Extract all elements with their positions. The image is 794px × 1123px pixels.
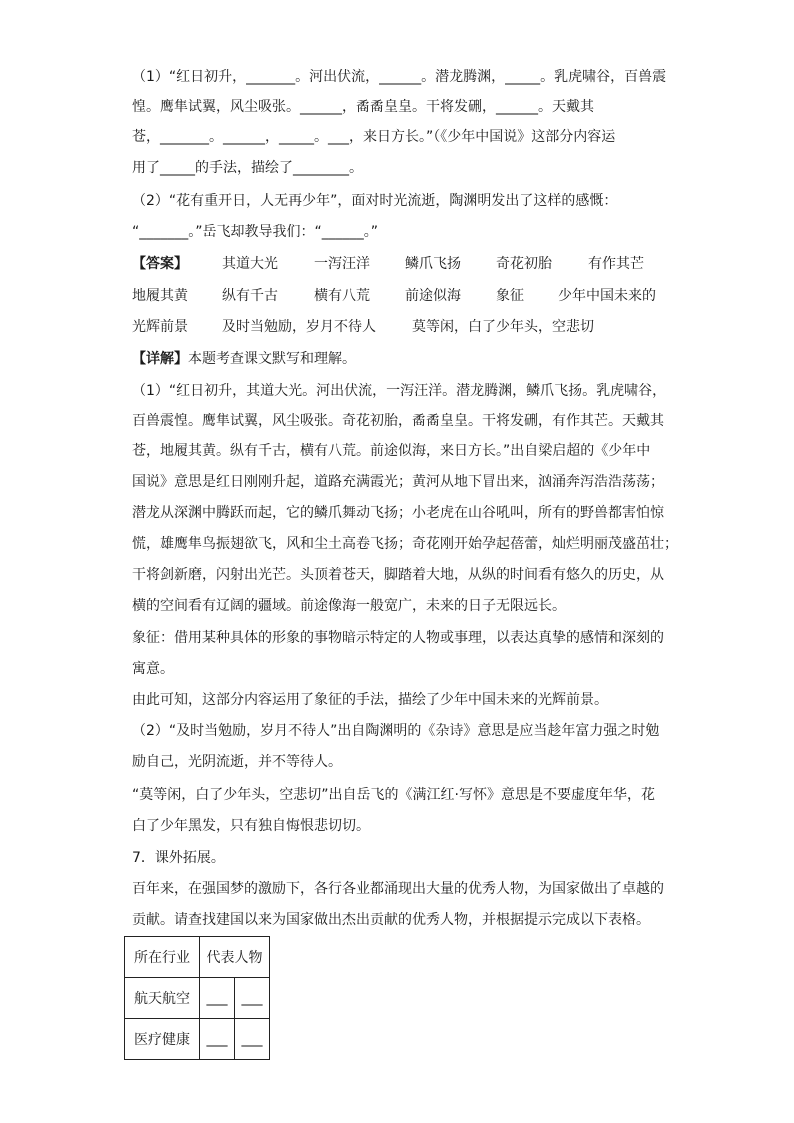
answer-item: 光辉前景: [132, 319, 188, 335]
blank-cell: ___: [200, 1019, 235, 1060]
industry-table: [124, 936, 270, 1060]
detail-line: 苍，地履其黄。纵有千古，横有八荒。前途似海，来日方长。”出自梁启超的《少年中: [132, 443, 651, 459]
table-header-row: [125, 937, 270, 978]
answer-item: 前途似海: [405, 288, 461, 304]
detail-line: 横的空间看有辽阔的疆域。前途像海一般宽广，未来的日子无限远长。: [132, 598, 566, 614]
detail-line: 慌，雄鹰隼鸟振翅欲飞，风和尘土高卷飞扬；奇花刚开始孕起蓓蕾，灿烂明丽茂盛茁壮；: [132, 536, 678, 552]
blank-cell: ___: [235, 1019, 270, 1060]
q7-text-line: 百年来，在强国梦的激励下，各行各业都涌现出大量的优秀人物，为国家做出了卓越的: [132, 881, 664, 897]
detail-line: 寓意。: [132, 661, 174, 677]
q7-text-line: 贡献。请查找建国以来为国家做出杰出贡献的优秀人物，并根据提示完成以下表格。: [132, 912, 650, 928]
table-row: [125, 978, 270, 1019]
industry-cell: 航天航空: [125, 978, 200, 1019]
q6-text-line: （1）“红日初升，_______。河出伏流，______。潜龙腾渊，_____。乳虎啸谷，百兽震: [132, 69, 667, 85]
detail-line: 白了少年黑发，只有独自悔恨悲切切。: [132, 818, 370, 834]
q7-title: 7．课外拓展。: [132, 850, 225, 866]
answer-item: 一泻汪洋: [314, 256, 370, 272]
industry-cell: 医疗健康: [125, 1019, 200, 1060]
detail-line: 国说》意思是红日刚刚升起，道路充满霞光；黄河从地下冒出来，汹涌奔泻浩浩荡荡；: [132, 474, 664, 490]
detail-intro: 本题考查课文默写和理解。: [188, 351, 356, 367]
q6-text-line: 苍，_______。______，_____。___，来日方长。”（《少年中国说》这部分内容运: [132, 129, 616, 145]
detail-line: 干将剑新磨，闪射出光芒。头顶着苍天，脚踏着大地，从纵的时间看有悠久的历史，从: [132, 567, 664, 583]
detail-line: 象征：借用某种具体的形象的事物暗示特定的人物或事理，以表达真挚的感情和深刻的: [132, 630, 664, 646]
table-header-cell: 代表人物: [200, 937, 270, 978]
answer-item: 横有八荒: [314, 288, 370, 304]
answer-item: 鳞爪飞扬: [405, 256, 461, 272]
detail-line: 潜龙从深渊中腾跃而起，它的鳞爪舞动飞扬；小老虎在山谷吼叫，所有的野兽都害怕惊: [132, 505, 664, 521]
detail-line: （2）“及时当勉励，岁月不待人”出自陶渊明的《杂诗》意思是应当趁年富力强之时勉: [132, 723, 660, 739]
q6-text-line: “_______。”岳飞却教导我们：“______。”: [132, 224, 379, 240]
detail-line: 由此可知，这部分内容运用了象征的手法，描绘了少年中国未来的光辉前景。: [132, 692, 608, 708]
answer-item: 纵有千古: [222, 288, 278, 304]
detail-label: 【详解】: [132, 351, 188, 367]
answer-item: 莫等闲，白了少年头，空悲切: [412, 319, 594, 335]
q6-text-line: 用了_____的手法，描绘了________。: [132, 160, 363, 176]
answer-item: 奇花初胎: [496, 256, 552, 272]
blank-cell: ___: [200, 978, 235, 1019]
answer-item: 有作其芒: [588, 256, 644, 272]
table-header-cell: 所在行业: [125, 937, 200, 978]
detail-heading: [132, 349, 356, 369]
detail-line: 励自己，光阴流逝，并不等待人。: [132, 754, 342, 770]
q6-text-line: （2）“花有重开日，人无再少年”，面对时光流逝，陶渊明发出了这样的感慨：: [132, 193, 618, 209]
detail-line: “莫等闲，白了少年头，空悲切”出自岳飞的《满江红·写怀》意思是不要虚度年华，花: [132, 787, 655, 803]
blank-cell: ___: [235, 978, 270, 1019]
detail-line: 百兽震惶。鹰隼试翼，风尘吸张。奇花初胎，矞矞皇皇。干将发硎，有作其芒。天戴其: [132, 413, 664, 429]
answer-label: 【答案】: [132, 256, 188, 272]
answer-item: 少年中国未来的: [558, 288, 656, 304]
answer-item: 及时当勉励，岁月不待人: [222, 319, 376, 335]
answer-item: 象征: [496, 288, 524, 304]
q6-text-line: 惶。鹰隼试翼，风尘吸张。______，矞矞皇皇。干将发硎，______。天戴其: [132, 99, 594, 115]
detail-line: （1）“红日初升，其道大光。河出伏流，一泻汪洋。潜龙腾渊，鳞爪飞扬。乳虎啸谷，: [132, 383, 667, 399]
table-row: [125, 1019, 270, 1060]
answer-item: 地履其黄: [132, 288, 188, 304]
answer-item: 其道大光: [222, 256, 278, 272]
